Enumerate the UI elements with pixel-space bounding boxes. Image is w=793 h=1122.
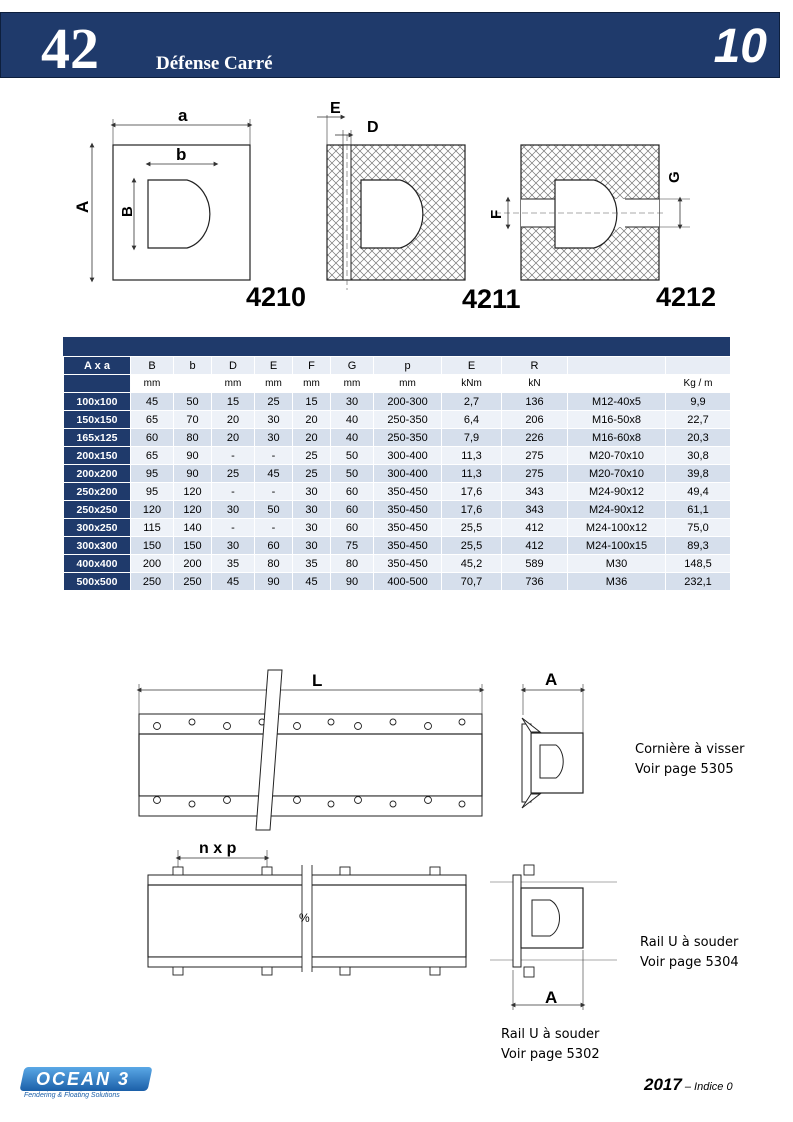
table-cell: 50 — [174, 393, 212, 411]
table-cell: 120 — [131, 501, 174, 519]
col-header: p — [374, 357, 442, 375]
note-corniere — [635, 740, 744, 780]
size-cell: 300x300 — [64, 537, 131, 555]
unit-cell: mm — [131, 375, 174, 393]
table-cell: 90 — [255, 573, 293, 591]
table-cell: 15 — [293, 393, 331, 411]
table-cell: 120 — [174, 483, 212, 501]
dim-nxp-label: n x p — [199, 840, 237, 857]
unit-cell — [568, 375, 666, 393]
logo-text: OCEAN 3 — [36, 1069, 131, 1089]
unit-cell: Kg / m — [666, 375, 731, 393]
table-cell: 343 — [502, 483, 568, 501]
break-mark: % — [299, 911, 310, 925]
unit-cell: mm — [374, 375, 442, 393]
section-corniere — [522, 684, 583, 808]
table-cell: 30 — [293, 519, 331, 537]
table-cell: 25 — [255, 393, 293, 411]
note-rail-u-right — [640, 933, 739, 973]
table-cell: 300-400 — [374, 447, 442, 465]
table-cell: 61,1 — [666, 501, 731, 519]
table-cell: 40 — [331, 411, 374, 429]
dim-G-label: G — [666, 171, 683, 183]
table-cell: 30 — [212, 501, 255, 519]
table-cell: 95 — [131, 483, 174, 501]
note-line: Rail U à souder — [640, 935, 739, 950]
note-line: Voir page 5302 — [501, 1047, 600, 1062]
table-cell: 65 — [131, 411, 174, 429]
table-cell: - — [255, 483, 293, 501]
table-cell: 20 — [212, 429, 255, 447]
table-row — [64, 537, 731, 555]
table-cell: 30 — [255, 411, 293, 429]
table-body — [64, 393, 731, 591]
table-cell: 17,6 — [442, 501, 502, 519]
table-cell: 206 — [502, 411, 568, 429]
table-cell: 30 — [293, 537, 331, 555]
dim-A-label-bottom: A — [545, 988, 558, 1007]
table-cell: 343 — [502, 501, 568, 519]
edition-year: 2017 — [644, 1075, 682, 1094]
size-cell: 100x100 — [64, 393, 131, 411]
page-header — [0, 12, 780, 81]
table-cell: 412 — [502, 519, 568, 537]
dim-E-label: E — [330, 100, 341, 117]
table-cell: 60 — [331, 519, 374, 537]
unit-cell — [174, 375, 212, 393]
size-cell: 400x400 — [64, 555, 131, 573]
table-cell: 50 — [331, 465, 374, 483]
elevation-corniere — [139, 670, 482, 830]
table-cell: 350-450 — [374, 537, 442, 555]
dim-F-label: F — [488, 209, 505, 219]
table-row — [64, 393, 731, 411]
size-cell: 150x150 — [64, 411, 131, 429]
table-cell: 25 — [293, 447, 331, 465]
unit-cell: mm — [293, 375, 331, 393]
table-cell: 70 — [174, 411, 212, 429]
section-number: 10 — [713, 20, 767, 73]
table-cell: 350-450 — [374, 519, 442, 537]
table-cell: 350-450 — [374, 555, 442, 573]
table-row — [64, 465, 731, 483]
table-cell: 20,3 — [666, 429, 731, 447]
dim-B-label: B — [119, 206, 136, 217]
edition-index: – Indice 0 — [681, 1081, 733, 1093]
size-cell: 300x250 — [64, 519, 131, 537]
table-cell: - — [255, 447, 293, 465]
table-cell: 50 — [255, 501, 293, 519]
table-cell: 232,1 — [666, 573, 731, 591]
table-cell: 30 — [293, 483, 331, 501]
unit-cell: kNm — [442, 375, 502, 393]
table-row — [64, 519, 731, 537]
table-cell: 200 — [174, 555, 212, 573]
table-cell: - — [212, 519, 255, 537]
table-cell: 350-450 — [374, 483, 442, 501]
table-cell: 136 — [502, 393, 568, 411]
unit-cell: mm — [255, 375, 293, 393]
table-cell: 250-350 — [374, 411, 442, 429]
note-line: Voir page 5305 — [635, 762, 734, 777]
table-cell: 20 — [293, 429, 331, 447]
table-cell: 30 — [212, 537, 255, 555]
table-cell: 120 — [174, 501, 212, 519]
table-cell: 65 — [131, 447, 174, 465]
table-cell: 40 — [331, 429, 374, 447]
table-cell: M24-90x12 — [568, 501, 666, 519]
table-cell: 140 — [174, 519, 212, 537]
table-cell: 17,6 — [442, 483, 502, 501]
dim-b-label: b — [176, 145, 187, 164]
unit-cell: kN — [502, 375, 568, 393]
table-cell: 200-300 — [374, 393, 442, 411]
table-cell: 50 — [331, 447, 374, 465]
note-rail-u-bottom — [501, 1025, 600, 1065]
col-header — [568, 357, 666, 375]
table-header-row — [64, 357, 731, 375]
size-cell: 250x250 — [64, 501, 131, 519]
table-cell: M24-100x12 — [568, 519, 666, 537]
table-cell: 89,3 — [666, 537, 731, 555]
table-cell: 30 — [293, 501, 331, 519]
table-cell: 6,4 — [442, 411, 502, 429]
table-cell: 45 — [212, 573, 255, 591]
table-cell: 115 — [131, 519, 174, 537]
table-cell: 300-400 — [374, 465, 442, 483]
table-cell: M20-70x10 — [568, 447, 666, 465]
table-cell: 60 — [331, 483, 374, 501]
col-header: F — [293, 357, 331, 375]
table-cell: - — [255, 519, 293, 537]
table-row — [64, 573, 731, 591]
profile-4212 — [495, 145, 690, 280]
table-units-row — [64, 375, 731, 393]
table-cell: 150 — [174, 537, 212, 555]
table-row — [64, 447, 731, 465]
table-cell: 60 — [331, 501, 374, 519]
table-cell: 60 — [255, 537, 293, 555]
table-cell: 25 — [293, 465, 331, 483]
table-cell: 20 — [212, 411, 255, 429]
table-cell: 49,4 — [666, 483, 731, 501]
table-cell: 275 — [502, 465, 568, 483]
model-4212-label: 4212 — [656, 282, 717, 312]
dimensions-table — [63, 337, 730, 591]
table-cell: 75 — [331, 537, 374, 555]
table-cell: 90 — [174, 465, 212, 483]
note-line: Rail U à souder — [501, 1027, 600, 1042]
table-cell: 148,5 — [666, 555, 731, 573]
size-cell: 500x500 — [64, 573, 131, 591]
note-line: Cornière à visser — [635, 742, 745, 757]
table-cell: - — [212, 483, 255, 501]
size-cell: 165x125 — [64, 429, 131, 447]
table-cell: M20-70x10 — [568, 465, 666, 483]
table-cell: 7,9 — [442, 429, 502, 447]
note-line: Voir page 5304 — [640, 955, 739, 970]
table-cell: M16-60x8 — [568, 429, 666, 447]
table-cell: 11,3 — [442, 465, 502, 483]
table-cell: 80 — [331, 555, 374, 573]
table-cell: 30 — [331, 393, 374, 411]
table-row — [64, 555, 731, 573]
table-cell: 250 — [131, 573, 174, 591]
profile-4210 — [92, 119, 250, 280]
page-number: 42 — [41, 16, 99, 81]
table-cell: M30 — [568, 555, 666, 573]
logo-tagline: Fendering & Floating Solutions — [24, 1092, 120, 1099]
table-cell: 45 — [293, 573, 331, 591]
table-cell: M24-90x12 — [568, 483, 666, 501]
dim-A-label: A — [73, 200, 92, 213]
table-cell: M16-50x8 — [568, 411, 666, 429]
col-header: E — [255, 357, 293, 375]
table-cell: 30 — [255, 429, 293, 447]
table-cell: 25 — [212, 465, 255, 483]
table-cell: 45,2 — [442, 555, 502, 573]
page-title: Défense Carré — [156, 53, 273, 74]
table-cell: M36 — [568, 573, 666, 591]
table-cell: 11,3 — [442, 447, 502, 465]
table-cell: 275 — [502, 447, 568, 465]
table-cell: 80 — [174, 429, 212, 447]
table-cell: 45 — [255, 465, 293, 483]
unit-cell — [64, 375, 131, 393]
table-cell: 45 — [131, 393, 174, 411]
table-cell: 200 — [131, 555, 174, 573]
table-cell: - — [212, 447, 255, 465]
col-header: G — [331, 357, 374, 375]
table-cell: 15 — [212, 393, 255, 411]
col-header: A x a — [64, 357, 131, 375]
table-cell: 60 — [131, 429, 174, 447]
table-cell: 2,7 — [442, 393, 502, 411]
unit-cell: mm — [331, 375, 374, 393]
model-4211-label: 4211 — [462, 284, 521, 314]
table-cell: 250 — [174, 573, 212, 591]
table-cell: 25,5 — [442, 537, 502, 555]
table-row — [64, 501, 731, 519]
table-cell: 70,7 — [442, 573, 502, 591]
table-cell: 95 — [131, 465, 174, 483]
table-row — [64, 483, 731, 501]
table-cell: 30,8 — [666, 447, 731, 465]
col-header: D — [212, 357, 255, 375]
footer-edition — [644, 1075, 733, 1095]
table-cell: 90 — [174, 447, 212, 465]
table-cell: 35 — [212, 555, 255, 573]
dim-D-label: D — [367, 119, 379, 136]
company-logo — [22, 1067, 152, 1103]
col-header: B — [131, 357, 174, 375]
dim-A-label-top: A — [545, 670, 558, 689]
table-cell: 226 — [502, 429, 568, 447]
table-cell: 20 — [293, 411, 331, 429]
dim-a-label: a — [178, 106, 188, 125]
table-cell: 9,9 — [666, 393, 731, 411]
table-cell: M24-100x15 — [568, 537, 666, 555]
table-cell: 250-350 — [374, 429, 442, 447]
table-cell: 90 — [331, 573, 374, 591]
col-header: R — [502, 357, 568, 375]
table-cell: 350-450 — [374, 501, 442, 519]
size-cell: 200x200 — [64, 465, 131, 483]
col-header — [666, 357, 731, 375]
table-cell: 75,0 — [666, 519, 731, 537]
size-cell: 250x200 — [64, 483, 131, 501]
table-cell: 589 — [502, 555, 568, 573]
table-cell: 150 — [131, 537, 174, 555]
dim-L-label: L — [312, 671, 323, 690]
table-row — [64, 411, 731, 429]
size-cell: 200x150 — [64, 447, 131, 465]
profile-4211 — [317, 115, 465, 290]
table-cell: 400-500 — [374, 573, 442, 591]
table-cell: 35 — [293, 555, 331, 573]
col-header: b — [174, 357, 212, 375]
table-cell: 736 — [502, 573, 568, 591]
table-cell: 22,7 — [666, 411, 731, 429]
table-cell: 412 — [502, 537, 568, 555]
model-4210-label: 4210 — [246, 282, 307, 312]
table-title-band — [63, 337, 730, 356]
table-cell: 25,5 — [442, 519, 502, 537]
table-cell: M12-40x5 — [568, 393, 666, 411]
table-row — [64, 429, 731, 447]
unit-cell: mm — [212, 375, 255, 393]
table-cell: 39,8 — [666, 465, 731, 483]
table-cell: 80 — [255, 555, 293, 573]
col-header: E — [442, 357, 502, 375]
